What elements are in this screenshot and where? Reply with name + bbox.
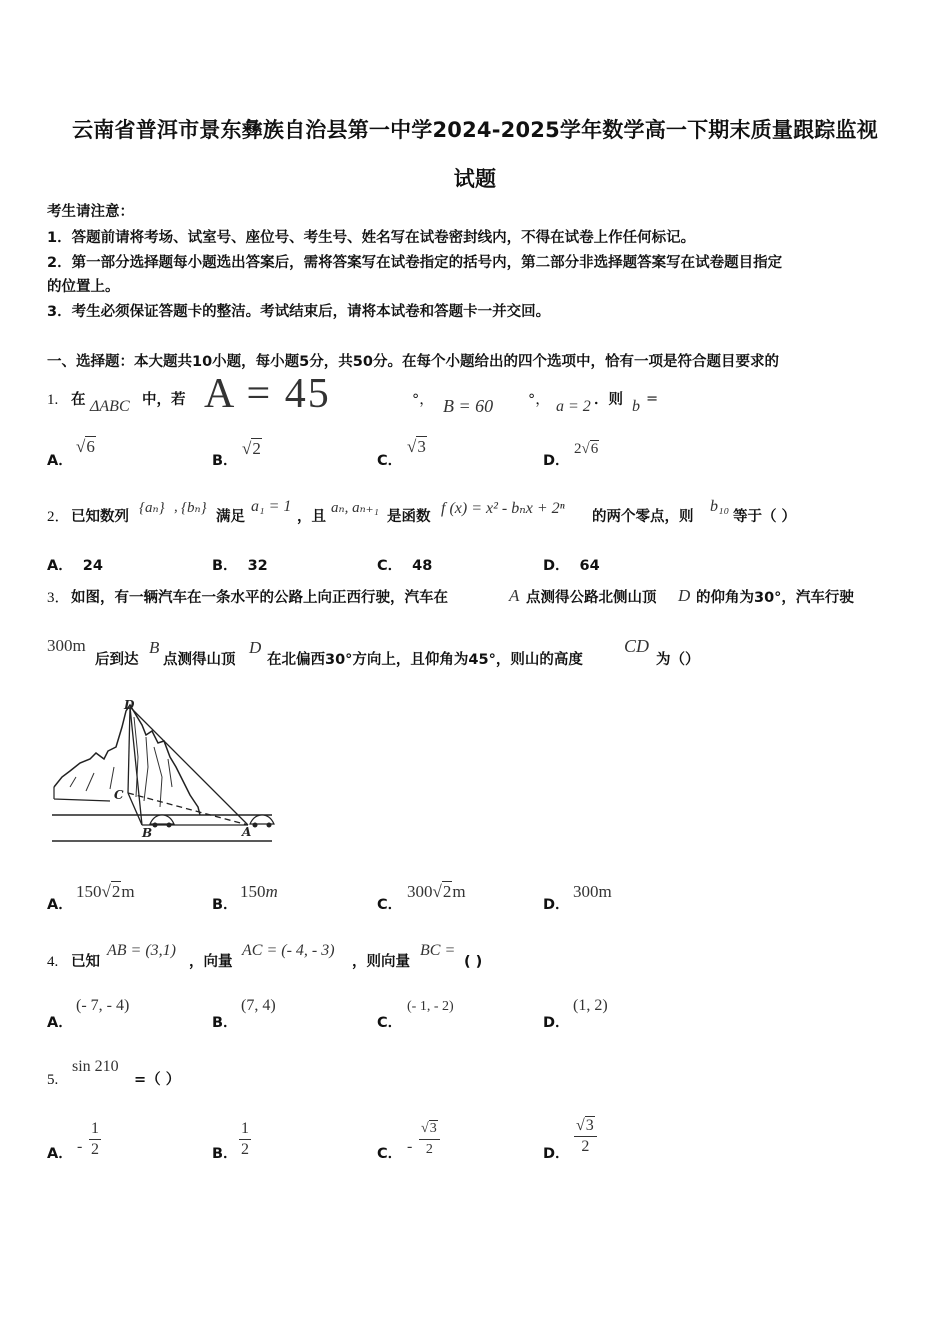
q1-option-b-label[interactable]: B． — [212, 453, 238, 469]
q2-comma: , — [174, 499, 178, 515]
q1-number: 1. — [47, 392, 59, 408]
q1-angle-a: A = 45 — [204, 371, 331, 417]
q3-point-d: D — [678, 586, 691, 605]
q4-number: 4. — [47, 954, 59, 970]
q3-line1-b: 点测得公路北侧山顶 — [526, 590, 657, 606]
q2-text-2: 满足 — [216, 509, 245, 525]
q2-number: 2． — [47, 509, 70, 525]
q1-option-d-label[interactable]: D． — [543, 453, 570, 469]
car-b-wheel-2 — [167, 823, 172, 828]
q3-line2-c: 在北偏西30°方向上，且仰角为45°，则山的高度 — [267, 652, 583, 668]
q1-triangle: ΔABC — [90, 398, 130, 415]
q1-option-a-value[interactable]: √6 — [76, 437, 95, 456]
q5-option-a-fraction[interactable]: $\frac{1}{2}$ — [91, 1120, 99, 1158]
car-b-wheel-1 — [153, 823, 158, 828]
q4-option-b-value[interactable]: (7, 4) — [241, 997, 276, 1014]
q4-text-1: 已知 — [71, 954, 100, 970]
q2-a1: a₁ = 1 — [251, 498, 292, 515]
mountain-figure — [50, 697, 276, 847]
q3-point-d-2: D — [249, 638, 262, 657]
q4-text-2: ，向量 — [189, 954, 233, 970]
q2-option-d[interactable]: D． 64 — [543, 558, 600, 574]
line-d-b — [130, 707, 142, 825]
q3-number: 3． — [47, 590, 70, 606]
q3-option-c-label[interactable]: C． — [377, 897, 403, 913]
q3-cd: CD — [624, 636, 650, 656]
q2-option-c[interactable]: C． 48 — [377, 558, 433, 574]
q2-seq-b: {bₙ} — [181, 500, 207, 516]
q2-option-a[interactable]: A． 24 — [47, 558, 103, 574]
q1-option-c-value[interactable]: √3 — [407, 437, 426, 456]
q2-text-3: ，且 — [297, 509, 326, 525]
q4-option-d-value[interactable]: (1, 2) — [573, 997, 608, 1014]
q1-angle-b: B = 60 — [443, 396, 494, 416]
q5-option-b-fraction[interactable]: $\frac{1}{2}$ — [241, 1120, 249, 1158]
notice-item-2-cont: 的位置上。 — [47, 279, 120, 295]
q3-line2-a: 后到达 — [95, 652, 139, 668]
q3-option-d-value[interactable]: 300m — [573, 882, 612, 901]
q4-option-a-value[interactable]: (- 7, - 4) — [76, 997, 130, 1014]
q3-line2-d: 为（） — [656, 652, 700, 668]
notice-item-3: 3．考生必须保证答题卡的整洁。考试结束后，请将本试卷和答题卡一并交回。 — [47, 304, 551, 320]
q2-text-4: 是函数 — [387, 509, 431, 525]
q5-option-a-label[interactable]: A． — [47, 1146, 73, 1162]
q1-side-b: b — [632, 398, 640, 415]
q5-tail: =（ ） — [134, 1072, 181, 1088]
q3-option-a-value[interactable]: 150√2m — [76, 882, 135, 901]
q1-side-a: a = 2 — [556, 398, 591, 415]
q1-option-b-value[interactable]: √2 — [242, 439, 261, 458]
notice-item-1: 1．答题前请将考场、试室号、座位号、考生号、姓名写在试卷密封线内，不得在试卷上作任何标记。 — [47, 230, 696, 246]
q5-option-a-sign[interactable]: - — [77, 1138, 83, 1155]
q3-line2-b: 点测得山顶 — [163, 652, 236, 668]
q4-vector-ac: AC = (- 4, - 3) — [242, 942, 335, 959]
fig-label-b: B — [142, 826, 153, 840]
section-heading: 一、选择题：本大题共10小题，每小题5分，共50分。在每个小题给出的四个选项中，恰有一项是符合题目要求的 — [47, 354, 779, 370]
q1-text-2: 中，若 — [142, 392, 186, 408]
car-at-b — [150, 815, 174, 824]
q3-option-b-value[interactable]: 150m — [240, 882, 278, 901]
q1-degree-1: °， — [412, 392, 434, 408]
q3-line1-c: 的仰角为30°，汽车行驶 — [696, 590, 854, 606]
page-title-line2: 试题 — [453, 167, 497, 191]
q1-text-1: 在 — [71, 392, 86, 408]
q5-option-c-label[interactable]: C． — [377, 1146, 403, 1162]
q2-text-5: 的两个零点，则 — [592, 509, 694, 525]
q4-text-4: ( ) — [464, 954, 483, 970]
car-at-a — [250, 815, 274, 824]
q2-function: f (x) = x² - bₙx + 2ⁿ — [441, 500, 565, 517]
q2-text-6: 等于（ ） — [733, 509, 797, 525]
q5-option-d-label[interactable]: D． — [543, 1146, 570, 1162]
q2-b10: b₁₀ — [710, 498, 730, 515]
q4-vector-bc: BC = — [420, 942, 456, 959]
q3-point-b: B — [149, 638, 160, 657]
q5-option-c-sign[interactable]: - — [407, 1138, 413, 1155]
fig-label-a: A — [242, 825, 252, 839]
car-a-wheel-1 — [253, 823, 258, 828]
q2-option-b[interactable]: B． 32 — [212, 558, 268, 574]
q4-option-c-label[interactable]: C． — [377, 1015, 403, 1031]
line-c-a — [128, 793, 248, 825]
q1-option-d-value[interactable]: 2√6 — [574, 441, 599, 457]
mountain-outline — [54, 705, 200, 815]
q4-option-d-label[interactable]: D． — [543, 1015, 570, 1031]
q2-seq-a: {aₙ} — [139, 500, 165, 516]
q4-vector-ab: AB = (3,1) — [107, 942, 176, 959]
q1-option-a-label[interactable]: A． — [47, 453, 73, 469]
q5-option-d-fraction[interactable]: $\frac{√3}{2}$ — [574, 1117, 597, 1157]
q3-option-c-value[interactable]: 300√2m — [407, 882, 466, 901]
q3-option-d-label[interactable]: D． — [543, 897, 570, 913]
fig-label-c: C — [114, 788, 124, 802]
page-title: 云南省普洱市景东彝族自治县第一中学2024-2025学年数学高一下期末质量跟踪监视 — [72, 118, 878, 142]
q3-distance: 300m — [47, 636, 86, 655]
q5-expression: sin 210 — [72, 1058, 119, 1075]
q5-option-b-label[interactable]: B． — [212, 1146, 238, 1162]
q1-equals: = — [646, 391, 659, 407]
mountain-base — [54, 787, 110, 801]
q4-text-3: ，则向量 — [352, 954, 410, 970]
notice-item-2: 2．第一部分选择题每小题选出答案后，需将答案写在试卷指定的括号内，第二部分非选择题答案写在试卷题目指定 — [47, 255, 783, 271]
fig-label-d: D — [124, 698, 135, 712]
q1-degree-2: °， — [528, 392, 550, 408]
q3-option-b-label[interactable]: B． — [212, 897, 238, 913]
q1-text-3: ．则 — [594, 392, 623, 408]
q5-number: 5. — [47, 1072, 59, 1088]
q3-line1-a: 如图，有一辆汽车在一条水平的公路上向正西行驶，汽车在 — [71, 590, 448, 606]
q1-option-c-label[interactable]: C． — [377, 453, 403, 469]
q5-option-c-fraction[interactable]: $\frac{√3}{2}$ — [419, 1120, 440, 1160]
car-a-wheel-2 — [267, 823, 272, 828]
q4-option-b-label[interactable]: B． — [212, 1015, 238, 1031]
q2-pair: aₙ, aₙ₊₁ — [331, 500, 379, 516]
q3-point-a: A — [509, 586, 520, 605]
line-d-c — [128, 707, 130, 793]
notice-heading: 考生请注意： — [47, 204, 134, 220]
q2-text-1: 已知数列 — [71, 509, 129, 525]
q3-option-a-label[interactable]: A． — [47, 897, 73, 913]
q4-option-a-label[interactable]: A． — [47, 1015, 73, 1031]
q4-option-c-value[interactable]: (- 1, - 2) — [407, 999, 454, 1014]
